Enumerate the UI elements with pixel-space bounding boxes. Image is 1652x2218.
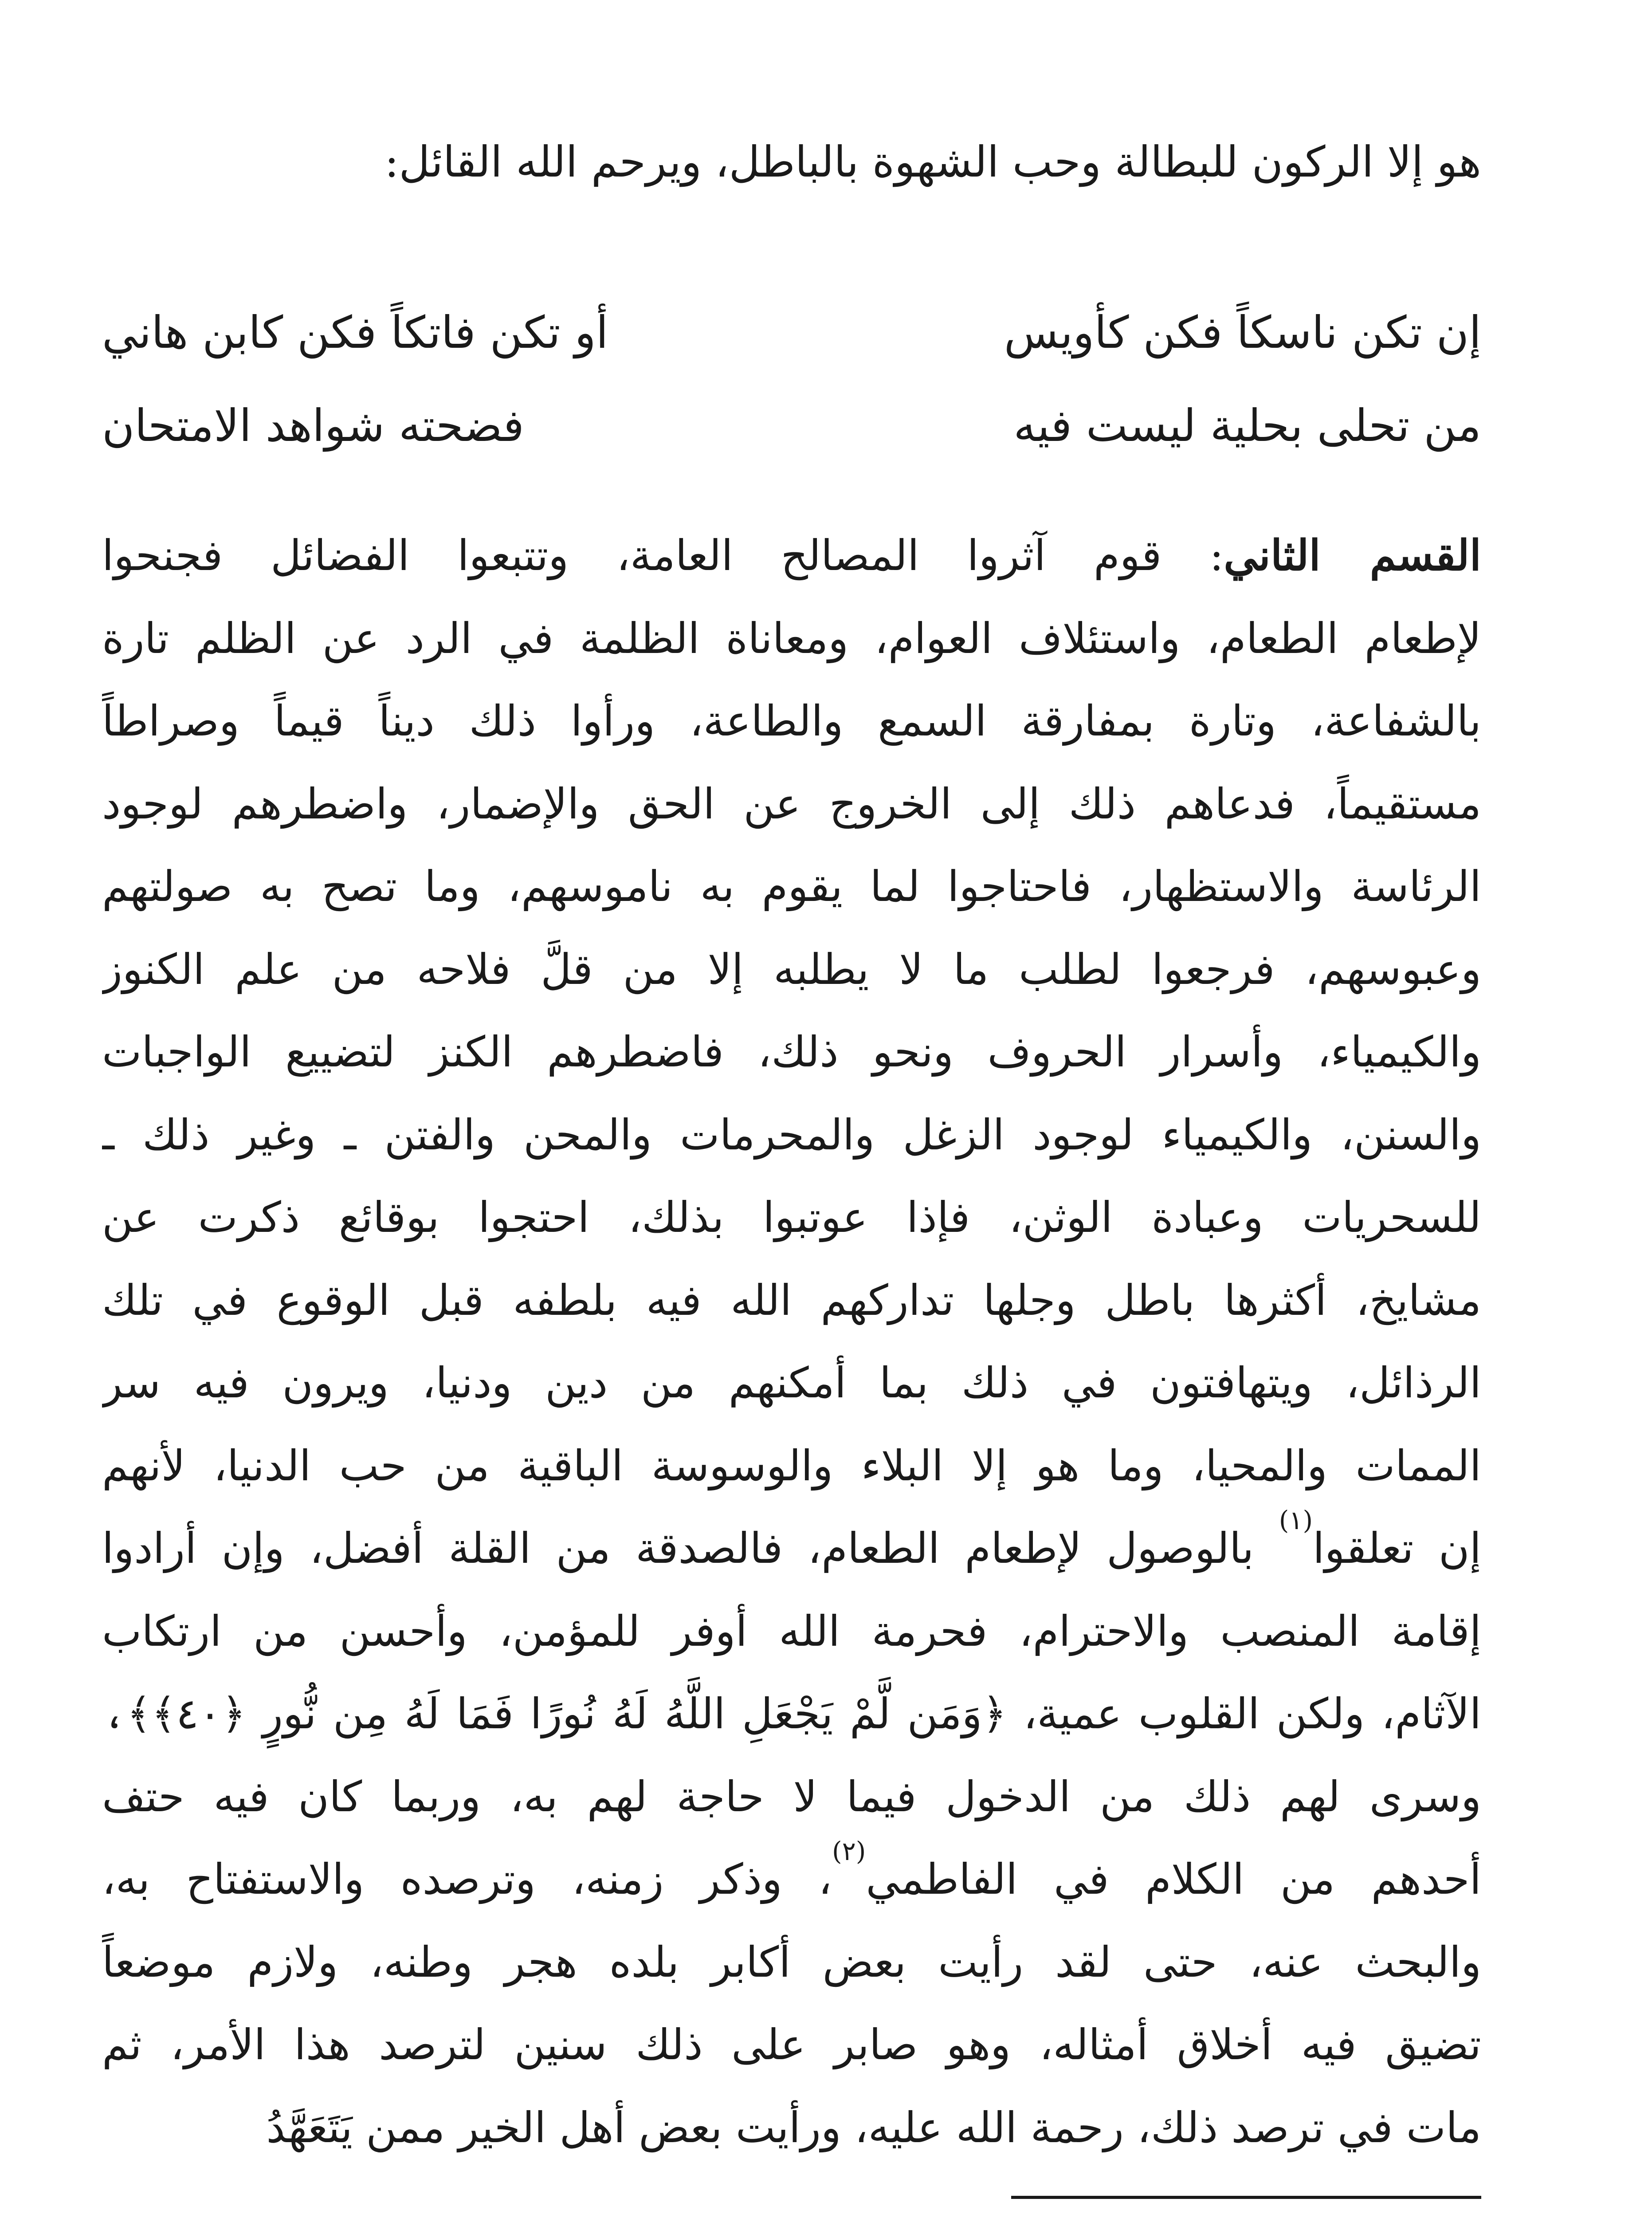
verse-second-hemistich: أو تكن فاتكاً فكن كابن هاني [102,307,608,358]
text-line: الرذائل، ويتهافتون في ذلك بما أمكنهم من دين ودنيا، ويرون فيه سر [102,1359,1481,1408]
text-line: والبحث عنه، حتى لقد رأيت بعض أكابر بلده هجر وطنه، ولازم موضعاً [102,1938,1481,1987]
section-two-paragraph [102,515,1481,2169]
quran-verse-line: الآثام، ولكن القلوب عمية، ﴿وَمَن لَّمْ يَجْعَلِ اللَّهُ لَهُ نُورًا فَمَا لَهُ مِن نُّورٍ ﴿٤٠﴾﴾، [102,1690,1481,1738]
poem-verse [102,288,1481,377]
verse-second-hemistich: فضحته شواهد الامتحان [102,400,524,452]
line-text: بالوصول لإطعام الطعام، فالصدقة من القلة أفضل، وإن أرادوا [102,1524,1279,1573]
text-line [102,1507,1481,1590]
section-label: القسم الثاني [1224,531,1481,580]
verse-first-hemistich: من تحلى بحلية ليست فيه [1013,400,1481,452]
text-line: بالشفاعة، وتارة بمفارقة السمع والطاعة، ورأوا ذلك ديناً قيماً وصراطاً [102,697,1481,746]
footnote-marker[interactable]: (٢) [832,1838,866,1866]
text-line: مستقيماً، فدعاهم ذلك إلى الخروج عن الحق والإضمار، واضطرهم لوجود [102,779,1481,829]
text-line: للسحريات وعبادة الوثن، فإذا عوتبوا بذلك، احتجوا بوقائع ذكرت عن [102,1193,1481,1242]
text-line: الرئاسة والاستظهار، فاحتاجوا لما يقوم به ناموسهم، وما تصح به صولتهم [102,862,1481,911]
line-text: أحدهم من الكلام في الفاطمي [866,1855,1481,1904]
intro-line: هو إلا الركون للبطالة وحب الشهوة بالباطل، ويرحم الله القائل: [385,137,1481,187]
footnote-separator [1011,2196,1481,2199]
footnote-marker[interactable]: (١) [1279,1507,1313,1535]
text-line: وعبوسهم، فرجعوا لطلب ما لا يطلبه إلا من قلَّ فلاحه من علم الكنوز [102,945,1481,994]
line-text: : قوم آثروا المصالح العامة، وتتبعوا الفضائل فجنحوا [102,531,1224,580]
text-line [102,515,1481,598]
line-text: إن تعلقوا [1313,1524,1481,1573]
poem-verse [102,381,1481,470]
text-line: تضيق فيه أخلاق أمثاله، وهو صابر على ذلك سنين لترصد هذا الأمر، ثم [102,2021,1481,2069]
text-line: مات في ترصد ذلك، رحمة الله عليه، ورأيت بعض أهل الخير ممن يَتَعَهَّدُ [266,2103,1481,2152]
verse-first-hemistich: إن تكن ناسكاً فكن كأويس [1004,307,1481,358]
text-line: لإطعام الطعام، واستئلاف العوام، ومعاناة الظلمة في الرد عن الظلم تارة [102,614,1481,663]
line-text: ، وذكر زمنه، وترصده والاستفتاح به، [102,1855,832,1904]
text-line: والكيمياء، وأسرار الحروف ونحو ذلك، فاضطرهم الكنز لتضييع الواجبات [102,1028,1481,1077]
text-line: مشايخ، أكثرها باطل وجلها تداركهم الله فيه بلطفه قبل الوقوع في تلك [102,1276,1481,1325]
text-line [102,1838,1481,1921]
text-line: إقامة المنصب والاحترام، فحرمة الله أوفر للمؤمن، وأحسن من ارتكاب [102,1607,1481,1656]
text-line: الممات والمحيا، وما هو إلا البلاء والوسوسة الباقية من حب الدنيا، لأنهم [102,1441,1481,1490]
text-line: وسرى لهم ذلك من الدخول فيما لا حاجة لهم به، وربما كان فيه حتف [102,1772,1481,1821]
text-line: والسنن، والكيمياء لوجود الزغل والمحرمات والمحن والفتن ـ وغير ذلك ـ [102,1110,1481,1160]
